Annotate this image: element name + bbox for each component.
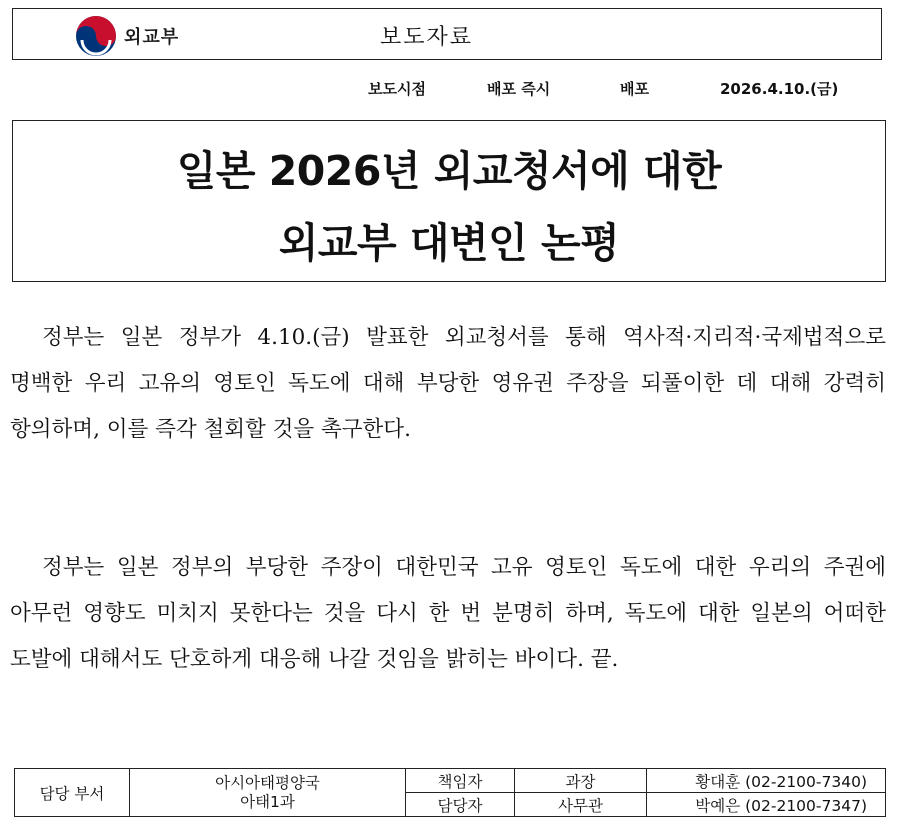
position-cell: 사무관 bbox=[515, 793, 647, 817]
release-value: 배포 즉시 bbox=[487, 80, 551, 98]
paragraph-1 bbox=[10, 315, 886, 453]
dept-name bbox=[130, 769, 406, 817]
contact-name-cell: 박예은 (02-2100-7347) bbox=[647, 793, 886, 817]
ministry-name: 외교부 bbox=[124, 27, 180, 48]
title-line-1: 일본 2026년 외교청서에 대한 bbox=[176, 147, 722, 195]
paragraph-2 bbox=[10, 545, 886, 683]
ministry-logo bbox=[74, 14, 179, 58]
position-cell: 과장 bbox=[515, 769, 647, 793]
paragraph-1-text: 정부는 일본 정부가 4.10.(금) 발표한 외교청서를 통해 역사적·지리적·국제법적으로 명백한 우리 고유의 영토인 독도에 대해 부당한 영유권 주장을 되풀이한 데 대해 강력히 항의하며, 이를 즉각 철회할 것을 촉구한다. bbox=[10, 325, 886, 442]
role-cell: 책임자 bbox=[406, 769, 515, 793]
paragraph-2-text: 정부는 일본 정부의 부당한 주장이 대한민국 고유 영토인 독도에 대한 우리의 주권에 아무런 영향도 미치지 못한다는 것을 다시 한 번 분명히 하며, 독도에 대한 일본의 어떠한 도발에 대해서도 단호하게 대응해 나갈 것임을 밝히는 바이다. 끝. bbox=[10, 555, 886, 672]
document-type: 보도자료 bbox=[380, 25, 474, 50]
release-info bbox=[0, 78, 900, 98]
contact-table bbox=[14, 768, 886, 817]
role-cell: 담당자 bbox=[406, 793, 515, 817]
contact-name-cell: 황대훈 (02-2100-7340) bbox=[647, 769, 886, 793]
dept-bureau: 아시아태평양국 bbox=[215, 773, 320, 792]
dept-division: 아태1과 bbox=[240, 792, 295, 811]
release-date: 2026.4.10.(금) bbox=[720, 80, 839, 98]
release-label: 보도시점 bbox=[368, 80, 426, 98]
contact-row bbox=[15, 769, 886, 793]
taegeuk-icon bbox=[74, 14, 118, 58]
title-line-2: 외교부 대변인 논평 bbox=[278, 219, 620, 267]
distribution-label: 배포 bbox=[620, 80, 649, 98]
title-box bbox=[12, 120, 886, 282]
dept-label: 담당 부서 bbox=[15, 769, 130, 817]
